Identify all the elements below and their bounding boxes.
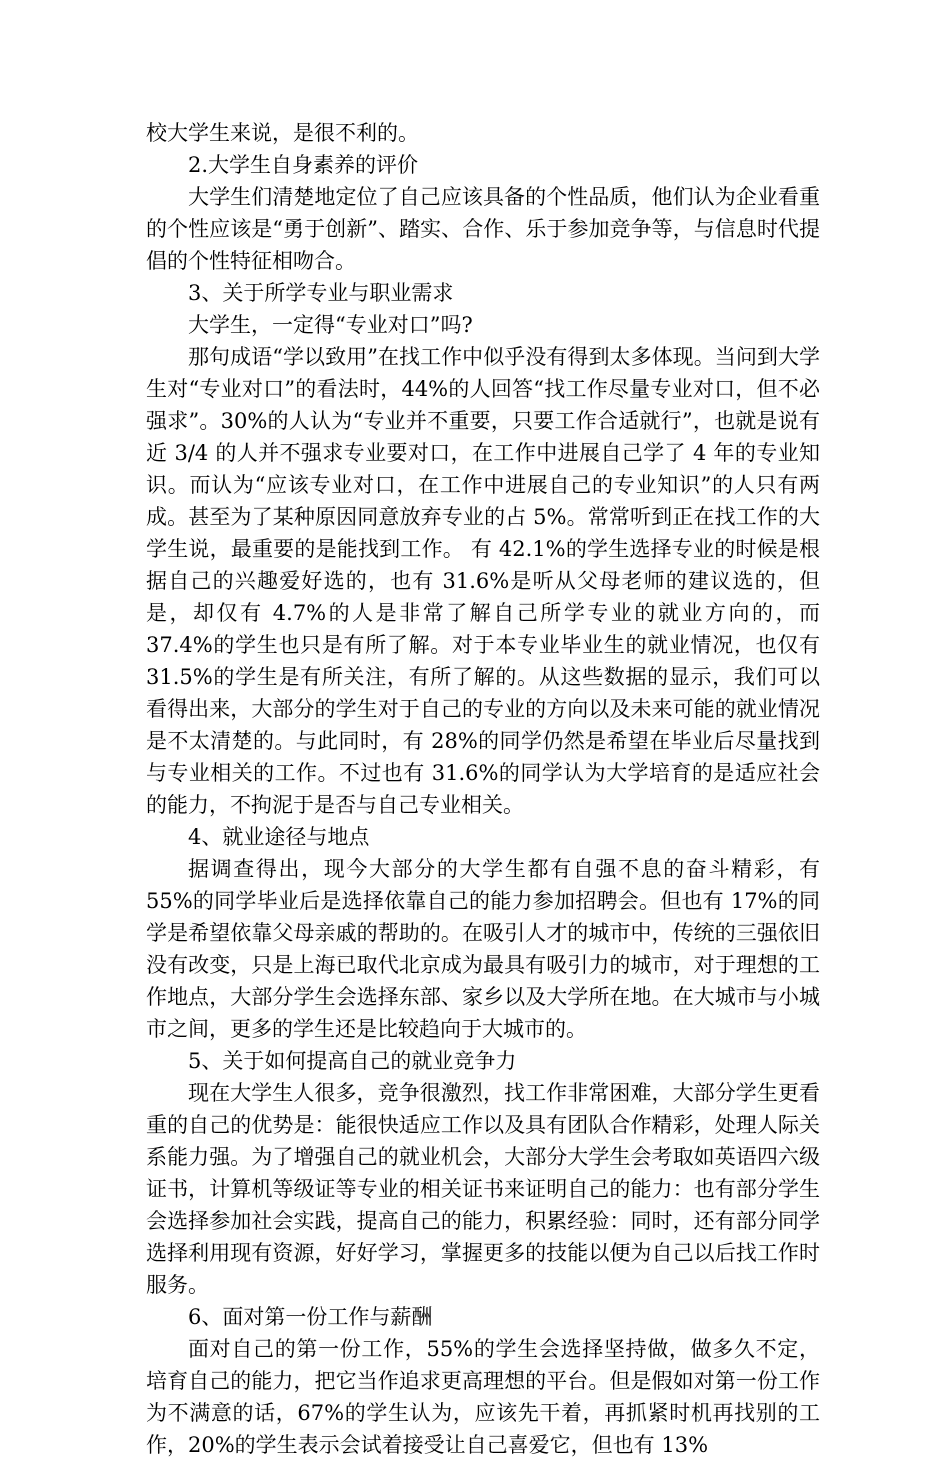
section-heading-major-demand: 3、关于所学专业与职业需求 <box>188 281 454 305</box>
section-heading-employment-path: 4、就业途径与地点 <box>188 825 370 849</box>
paragraph-employment-path: 据调查得出，现今大部分的大学生都有自强不息的奋斗精彩，有 55%的同学毕业后是选择依靠自己的能力参加招聘会。但也有 17%的同学是希望依靠父母亲戚的帮助的。在吸引人才的城市中，传统的三强依旧没有改变，只是上海已取代北京成为最具有吸引力的城市，对于理想的工作地点，大部分学生会选择东部、家乡以及大学所在地。在大城市与小城市之间，更多的学生还是比较趋向于大城市的。 <box>146 857 820 1041</box>
paragraph-continuation: 校大学生来说，是很不利的。 <box>146 121 419 145</box>
document-body <box>146 117 820 1461</box>
paragraph-first-job: 面对自己的第一份工作，55%的学生会选择坚持做，做多久不定，培育自己的能力，把它当作追求更高理想的平台。但是假如对第一份工作为不满意的话，67%的学生认为，应该先干着，再抓紧时机再找别的工作，20%的学生表示会试着接受让自己喜爱它，但也有 13% <box>146 1337 820 1457</box>
section-heading-first-job: 6、面对第一份工作与薪酬 <box>188 1305 433 1329</box>
section-heading-competitiveness: 5、关于如何提高自己的就业竞争力 <box>188 1049 517 1073</box>
paragraph-question: 大学生，一定得“专业对口”吗? <box>188 313 473 337</box>
paragraph-major-survey: 那句成语“学以致用”在找工作中似乎没有得到太多体现。当问到大学生对“专业对口”的看法时，44%的人回答“找工作尽量专业对口，但不必强求”。30%的人认为“专业并不重要，只要工作合适就行”，也就是说有近 3/4 的人并不强求专业要对口，在工作中进展自己学了 4 年的专业知识。而认为“应该专业对口，在工作中进展自己的专业知识”的人只有两成。甚至为了某种原因同意放弃专业的占 5%。常常听到正在找工作的大学生说，最重要的是能找到工作。 有 42.1%的学生选择专业的时候是根据自己的兴趣爱好选的，也有 31.6%是听从父母老师的建议选的，但是，却仅有 4.7%的人是非常了解自己所学专业的就业方向的，而 37.4%的学生也只是有所了解。对于本专业毕业生的就业情况，也仅有 31.5%的学生是有所关注，有所了解的。从这些数据的显示，我们可以看得出来，大部分的学生对于自己的专业的方向以及未来可能的就业情况是不太清楚的。与此同时，有 28%的同学仍然是希望在毕业后尽量找到与专业相关的工作。不过也有 31.6%的同学认为大学培育的是适应社会的能力，不拘泥于是否与自己专业相关。 <box>146 345 820 817</box>
paragraph-personality: 大学生们清楚地定位了自己应该具备的个性品质，他们认为企业看重的个性应该是“勇于创新”、踏实、合作、乐于参加竞争等，与信息时代提倡的个性特征相吻合。 <box>146 185 820 273</box>
section-heading-self-quality: 2.大学生自身素养的评价 <box>188 153 419 177</box>
paragraph-competitiveness: 现在大学生人很多，竞争很激烈，找工作非常困难，大部分学生更看重的自己的优势是：能很快适应工作以及具有团队合作精彩，处理人际关系能力强。为了增强自己的就业机会，大部分大学生会考取如英语四六级证书，计算机等级证等专业的相关证书来证明自己的能力：也有部分学生会选择参加社会实践，提高自己的能力，积累经验：同时，还有部分同学选择利用现有资源，好好学习，掌握更多的技能以便为自己以后找工作时服务。 <box>146 1081 820 1297</box>
